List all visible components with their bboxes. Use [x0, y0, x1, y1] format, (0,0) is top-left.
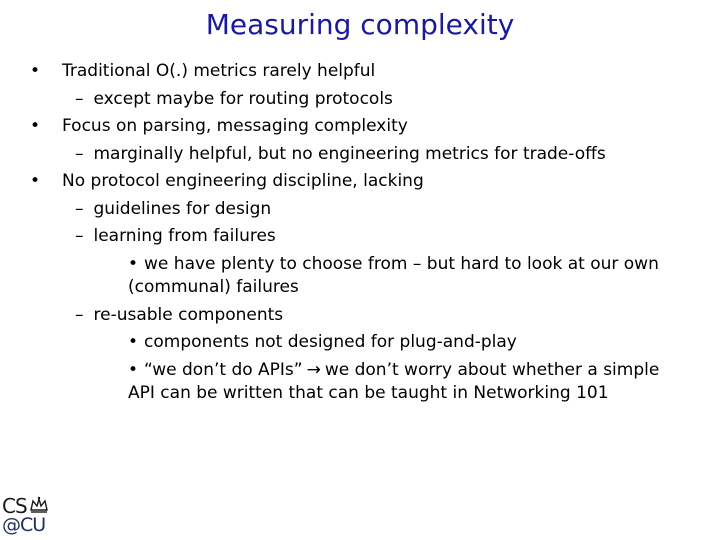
- sub-item: [0, 86, 720, 114]
- bullet-icon: •: [30, 61, 41, 81]
- dash-icon: –: [75, 143, 84, 164]
- dash-icon: –: [75, 88, 84, 109]
- sub-sub-item-text: “we don’t do APIs”: [144, 359, 303, 380]
- sub-item-text: learning from failures: [93, 226, 276, 246]
- sub-item-text: re-usable components: [93, 304, 284, 325]
- continuation-text: (communal) failures: [128, 277, 299, 297]
- sub-sub-item: [0, 329, 720, 357]
- slide-title: Measuring complexity: [205, 8, 515, 41]
- dash-icon: –: [75, 304, 84, 325]
- bullet-icon: •: [128, 359, 139, 380]
- logo-text-top: CS: [2, 494, 27, 518]
- sub-item-text: guidelines for design: [93, 198, 272, 219]
- sub-item-text: marginally helpful, but no engineering metrics for trade-offs: [93, 143, 606, 164]
- sub-item: [0, 223, 720, 251]
- bullet-text: No protocol engineering discipline, lacking: [62, 171, 424, 191]
- sub-sub-item-continuation: [0, 380, 720, 408]
- dash-icon: –: [75, 226, 84, 246]
- bullet-icon: •: [128, 332, 139, 352]
- sub-item-text: except maybe for routing protocols: [93, 88, 393, 109]
- logo-text-bottom: @CU: [2, 514, 46, 536]
- sub-item: [0, 141, 720, 169]
- bullet-item: [0, 113, 720, 141]
- arrow-right-icon: →: [306, 359, 321, 380]
- slide-body: [0, 58, 720, 408]
- crown-icon: [29, 496, 49, 514]
- sub-item: [0, 302, 720, 330]
- bullet-icon: •: [128, 253, 139, 274]
- sub-item: [0, 196, 720, 224]
- sub-sub-item-text: components not designed for plug-and-play: [144, 332, 517, 352]
- bullet-item: [0, 58, 720, 86]
- dash-icon: –: [75, 198, 84, 219]
- bullet-icon: •: [30, 116, 41, 136]
- bullet-text: Traditional O(.) metrics rarely helpful: [62, 61, 376, 81]
- sub-sub-item-text: we have plenty to choose from – but hard to look at our own: [144, 253, 659, 274]
- bullet-item: [0, 168, 720, 196]
- continuation-text: API can be written that can be taught in Networking 101: [128, 383, 609, 403]
- sub-sub-item-text-cont: we don’t worry about whether a simple: [324, 359, 660, 380]
- cs-cu-logo: [2, 494, 52, 538]
- bullet-text: Focus on parsing, messaging complexity: [62, 116, 408, 136]
- sub-sub-item-continuation: [0, 274, 720, 302]
- bullet-icon: •: [30, 171, 41, 191]
